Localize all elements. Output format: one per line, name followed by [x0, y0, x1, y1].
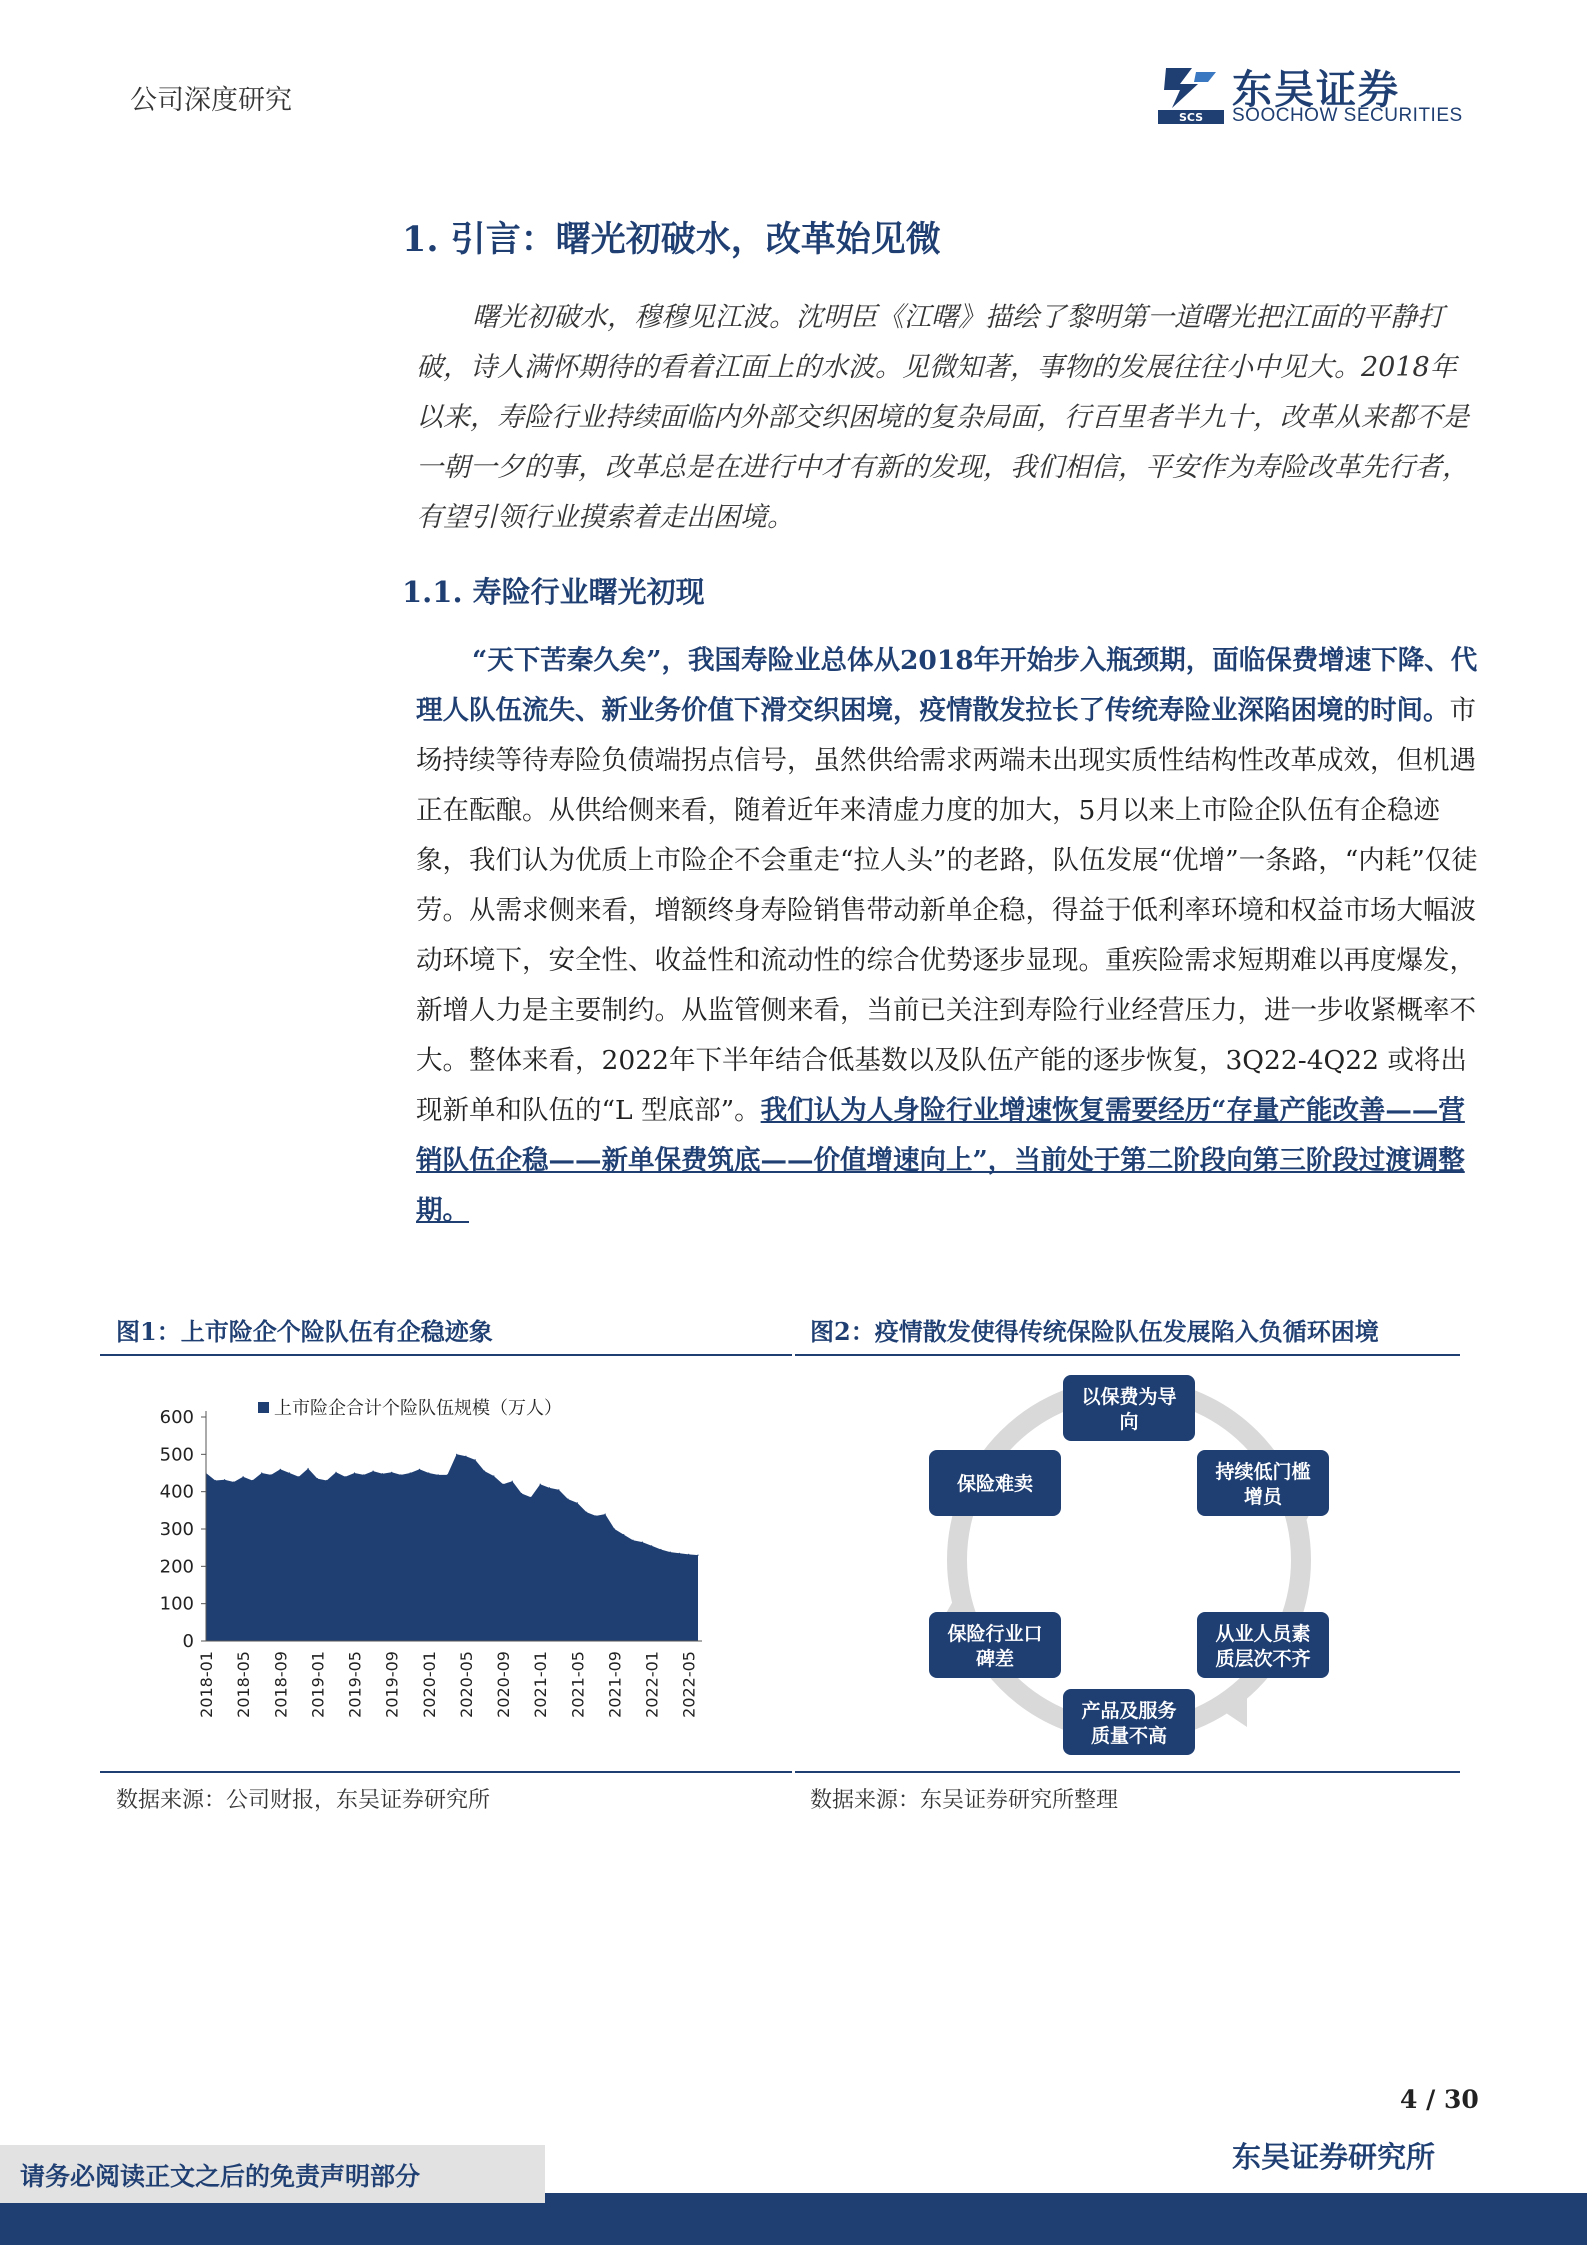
data-point [270, 1474, 271, 1475]
data-point [243, 1476, 244, 1477]
data-point [484, 1471, 485, 1472]
logo-icon [1158, 62, 1224, 128]
figure1-source: 数据来源：公司财报，东吴证券研究所 [116, 1788, 491, 1813]
section-title: 1. 引言：曙光初破水，改革始见微 [402, 219, 941, 260]
data-point [475, 1459, 476, 1460]
y-tick-label: 500 [159, 1444, 194, 1466]
subsection-title: 1.1. 寿险行业曙光初现 [402, 575, 705, 609]
svg-text:质层次不齐: 质层次不齐 [1215, 1648, 1311, 1670]
data-point [345, 1476, 346, 1477]
logo-text-cn: 东吴证券 [1232, 67, 1400, 113]
data-point [577, 1502, 578, 1503]
figure2-top-rule [795, 1354, 1460, 1356]
legend-label: 上市险企合计个险队伍规模（万人） [274, 1398, 562, 1419]
data-point [289, 1472, 290, 1473]
cycle-node [1197, 1612, 1329, 1678]
data-point [679, 1553, 680, 1554]
x-tick-label: 2020-09 [494, 1651, 514, 1718]
figure2-bottom-rule [795, 1771, 1460, 1773]
data-point [391, 1472, 392, 1473]
data-point [549, 1487, 550, 1488]
y-tick-label: 0 [182, 1631, 194, 1652]
svg-text:向: 向 [1119, 1411, 1139, 1433]
data-point [280, 1469, 281, 1470]
data-point [308, 1468, 309, 1469]
logo-text-en: SOOCHOW SECURITIES [1232, 105, 1463, 126]
data-point [382, 1473, 383, 1474]
data-point [363, 1474, 364, 1475]
data-point [521, 1493, 522, 1494]
y-tick-label: 100 [159, 1593, 194, 1615]
data-point [335, 1472, 336, 1473]
data-point [419, 1469, 420, 1470]
svg-text:持续低门槛: 持续低门槛 [1215, 1461, 1311, 1483]
data-point [233, 1481, 234, 1482]
area-series [206, 1454, 698, 1641]
intro-text: 曙光初破水，穆穆见江波。沈明臣《江曙》描绘了黎明第一道曙光把江面的平静打破，诗人满怀期待的看着江面上的水波。见微知著，事物的发展往往小中见大。2018年以来，寿险行业持续面临内外部交织困境的复杂局面，行百里者半九十，改革从来都不是一朝一夕的事，改革总是在进行中才有新的发现，我们相信，平安作为寿险改革先行者，有望引领行业摸索着走出困境。 [416, 302, 1469, 533]
x-tick-label: 2019-01 [308, 1651, 328, 1718]
data-point [493, 1475, 494, 1476]
body-plain-text: 市场持续等待寿险负债端拐点信号，虽然供给需求两端未出现实质性结构性改革成效，但机遇正在酝酿。从供给侧来看，随着近年来清虚力度的加大，5月以来上市险企队伍有企稳迹象，我们认为优质上市险企不会重走“拉人头”的老路，队伍发展“优增”一条路，“内耗”仅徒劳。从需求侧来看，增额终身寿险销售带动新单企稳，得益于低利率环境和权益市场大幅波动环境下，安全性、收益性和流动性的综合优势逐步显现。重疾险需求短期难以再度爆发，新增人力是主要制约。从监管侧来看，当前已关注到寿险行业经营压力，进一步收紧概率不大。整体来看，2022年下半年结合低基数以及队伍产能的逐步恢复，3Q22-4Q22 或将出现新单和队伍的“L 型底部”。 [416, 695, 1478, 1126]
footer-org: 东吴证券研究所 [1232, 2140, 1436, 2174]
data-point [224, 1479, 225, 1480]
data-point [558, 1489, 559, 1490]
page-number: 4 / 30 [1400, 2085, 1479, 2114]
cycle-node [1063, 1375, 1195, 1441]
svg-text:以保费为导: 以保费为导 [1081, 1386, 1177, 1408]
data-point [215, 1480, 216, 1481]
footer-notice: 请务必阅读正文之后的免责声明部分 [20, 2162, 421, 2191]
data-point [670, 1552, 671, 1553]
body-paragraph [416, 636, 1478, 1236]
y-tick-label: 200 [159, 1556, 194, 1578]
data-point [567, 1499, 568, 1500]
y-tick-label: 600 [159, 1407, 194, 1428]
x-tick-label: 2021-01 [531, 1651, 551, 1718]
x-tick-label: 2020-05 [456, 1651, 476, 1718]
intro-paragraph [416, 293, 1478, 543]
x-tick-label: 2018-09 [271, 1651, 291, 1718]
data-point [530, 1497, 531, 1498]
data-point [252, 1480, 253, 1481]
data-point [605, 1514, 606, 1515]
data-point [410, 1472, 411, 1473]
data-point [595, 1515, 596, 1516]
data-point [503, 1484, 504, 1485]
figure1-area-chart [100, 1365, 800, 1770]
svg-text:保险行业口: 保险行业口 [947, 1623, 1043, 1645]
data-point [438, 1474, 439, 1475]
data-point [512, 1481, 513, 1482]
svg-text:增员: 增员 [1243, 1486, 1283, 1508]
figure1-top-rule [100, 1354, 792, 1356]
data-point [326, 1480, 327, 1481]
data-point [660, 1549, 661, 1550]
x-tick-label: 2020-01 [419, 1651, 439, 1718]
data-point [465, 1456, 466, 1457]
x-tick-label: 2019-05 [345, 1651, 365, 1718]
data-point [688, 1554, 689, 1555]
data-point [400, 1474, 401, 1475]
data-point [456, 1454, 457, 1455]
figure1-bottom-rule [100, 1771, 792, 1773]
cycle-node [1063, 1689, 1195, 1755]
report-category: 公司深度研究 [130, 85, 292, 116]
data-point [373, 1471, 374, 1472]
cycle-node [929, 1612, 1061, 1678]
data-point [642, 1542, 643, 1543]
x-tick-label: 2021-05 [568, 1651, 588, 1718]
data-point [354, 1472, 355, 1473]
x-tick-label: 2019-09 [382, 1651, 402, 1718]
svg-text:保险难卖: 保险难卖 [956, 1473, 1034, 1495]
x-tick-label: 2021-09 [605, 1651, 625, 1718]
data-point [632, 1540, 633, 1541]
svg-text:从业人员素: 从业人员素 [1215, 1623, 1311, 1645]
figure2-title: 图2：疫情散发使得传统保险队伍发展陷入负循环困境 [810, 1317, 1379, 1346]
cycle-node [1197, 1450, 1329, 1516]
x-tick-label: 2018-05 [234, 1651, 254, 1718]
data-point [317, 1478, 318, 1479]
y-tick-label: 400 [159, 1481, 194, 1503]
x-tick-label: 2018-01 [197, 1651, 216, 1718]
legend-swatch [258, 1402, 269, 1413]
body-bold-lead: “天下苦秦久矣”，我国寿险业总体从2018年开始步入瓶颈期，面临保费增速下降、代理人队伍流失、新业务价值下滑交织困境，疫情散发拉长了传统寿险业深陷困境的时间。 [416, 645, 1478, 726]
x-tick-label: 2022-05 [679, 1651, 699, 1718]
data-point [428, 1472, 429, 1473]
cycle-node [929, 1450, 1061, 1516]
data-point [623, 1534, 624, 1535]
data-point [697, 1555, 698, 1556]
data-point [540, 1484, 541, 1485]
data-point [586, 1512, 587, 1513]
svg-text:质量不高: 质量不高 [1090, 1725, 1168, 1747]
figure1-title: 图1：上市险企个险队伍有企稳迹象 [116, 1317, 493, 1346]
figure2-source: 数据来源：东吴证券研究所整理 [810, 1788, 1119, 1813]
body-bold-conclusion: 我们认为人身险行业增速恢复需要经历“存量产能改善——营销队伍企稳——新单保费筑底——价值增速向上”，当前处于第二阶段向第三阶段过渡调整期。 [416, 1095, 1465, 1226]
y-tick-label: 300 [159, 1519, 194, 1540]
x-tick-label: 2022-01 [642, 1651, 662, 1718]
svg-text:产品及服务: 产品及服务 [1081, 1700, 1177, 1722]
logo-mark-text: SCS [1178, 111, 1204, 124]
data-point [447, 1474, 448, 1475]
svg-text:碑差: 碑差 [975, 1648, 1015, 1670]
data-point [614, 1528, 615, 1529]
data-point [298, 1476, 299, 1477]
data-point [261, 1472, 262, 1473]
figure2-cycle-diagram [795, 1365, 1460, 1770]
data-point [651, 1545, 652, 1546]
